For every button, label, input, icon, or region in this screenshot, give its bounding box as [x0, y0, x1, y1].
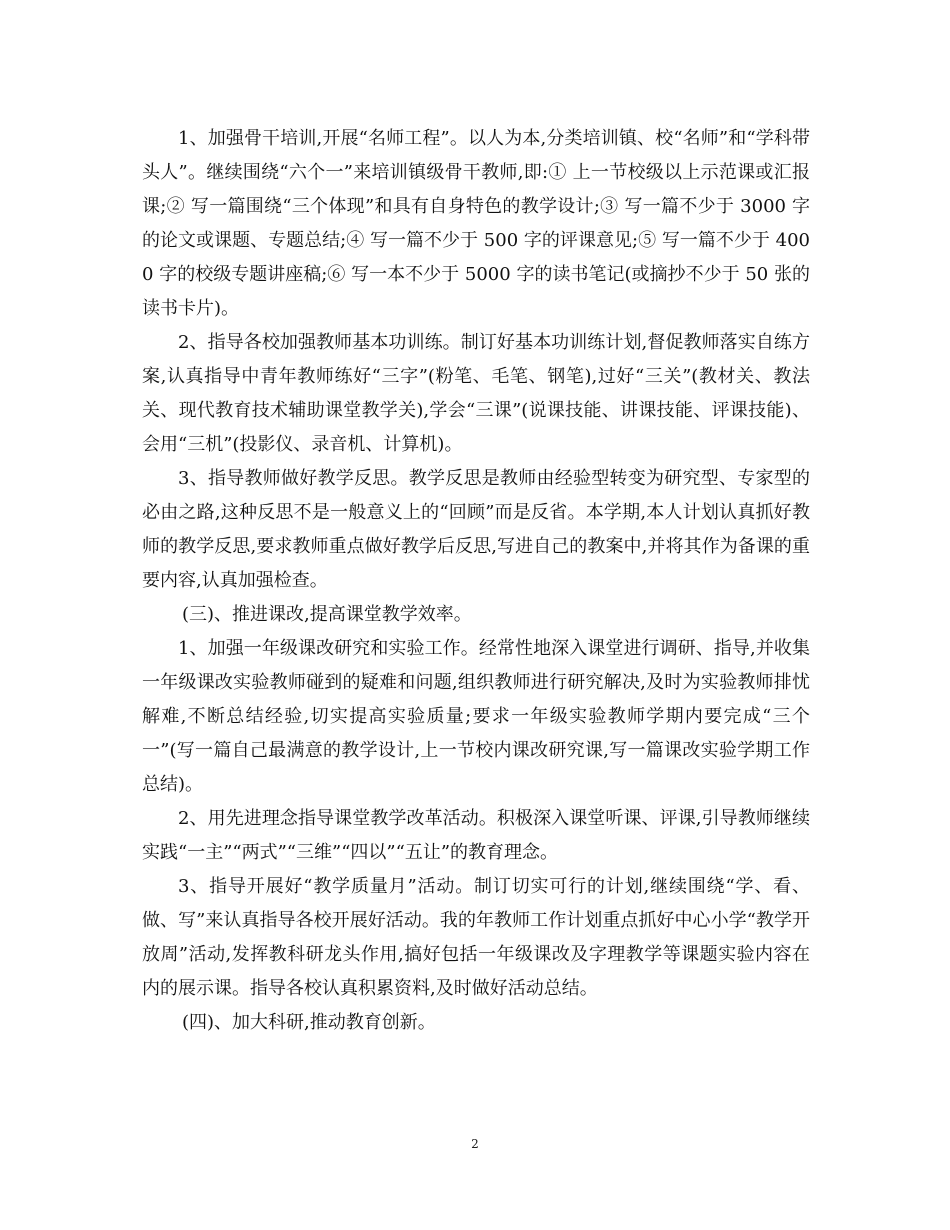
paragraph-6: 3、指导开展好“教学质量月”活动。制订切实可行的计划,继续围绕“学、看、做、写”来认真指导各校开展好活动。我的年教师工作计划重点抓好中心小学“教学开放周”活动,发挥教科研龙头作用,搞好包括一年级课改及字理教学等课题实验内容在内的展示课。指导各校认真积累资料,及时做好活动总结。 — [142, 876, 810, 999]
section-heading-4: (四)、加大科研,推动教育创新。 — [182, 1012, 436, 1033]
paragraph-3: 3、指导教师做好教学反思。教学反思是教师由经验型转变为研究型、专家型的必由之路,这种反思不是一般意义上的“回顾”而是反省。本学期,本人计划认真抓好教师的教学反思,要求教师重点做好教学后反思,写进自己的教案中,并将其作为备课的重要内容,认真加强检查。 — [142, 468, 810, 591]
section-heading-3: (三)、推进课改,提高课堂教学效率。 — [182, 604, 472, 625]
paragraph-4: 1、加强一年级课改研究和实验工作。经常性地深入课堂进行调研、指导,并收集一年级课改实验教师碰到的疑难和问题,组织教师进行研究解决,及时为实验教师排忧解难,不断总结经验,切实提高实验质量;要求一年级实验教师学期内要完成“三个一”(写一篇自己最满意的教学设计,上一节校内课改研究课,写一篇课改实验学期工作总结)。 — [142, 638, 810, 795]
paragraph-2: 2、指导各校加强教师基本功训练。制订好基本功训练计划,督促教师落实自练方案,认真指导中青年教师练好“三字”(粉笔、毛笔、钢笔),过好“三关”(教材关、教法关、现代教育技术辅助课堂教学关),学会“三课”(说课技能、讲课技能、评课技能)、会用“三机”(投影仪、录音机、计算机)。 — [142, 332, 810, 455]
document-body — [142, 122, 810, 1040]
page-number: 2 — [471, 1137, 479, 1151]
paragraph-5: 2、用先进理念指导课堂教学改革活动。积极深入课堂听课、评课,引导教师继续实践“一主”“两式”“三维”“四以”“五让”的教育理念。 — [142, 808, 810, 863]
paragraph-1: 1、加强骨干培训,开展“名师工程”。以人为本,分类培训镇、校“名师”和“学科带头人”。继续围绕“六个一”来培训镇级骨干教师,即:① 上一节校级以上示范课或汇报课;② 写一篇围绕“三个体现”和具有自身特色的教学设计;③ 写一篇不少于 3000 字的论文或课题、专题总结;④ 写一篇不少于 500 字的评课意见;⑤ 写一篇不少于 4000 字的校级专题讲座稿;⑥ 写一本不少于 5000 字的读书笔记(或摘抄不少于 50 张的读书卡片)。 — [142, 128, 810, 319]
